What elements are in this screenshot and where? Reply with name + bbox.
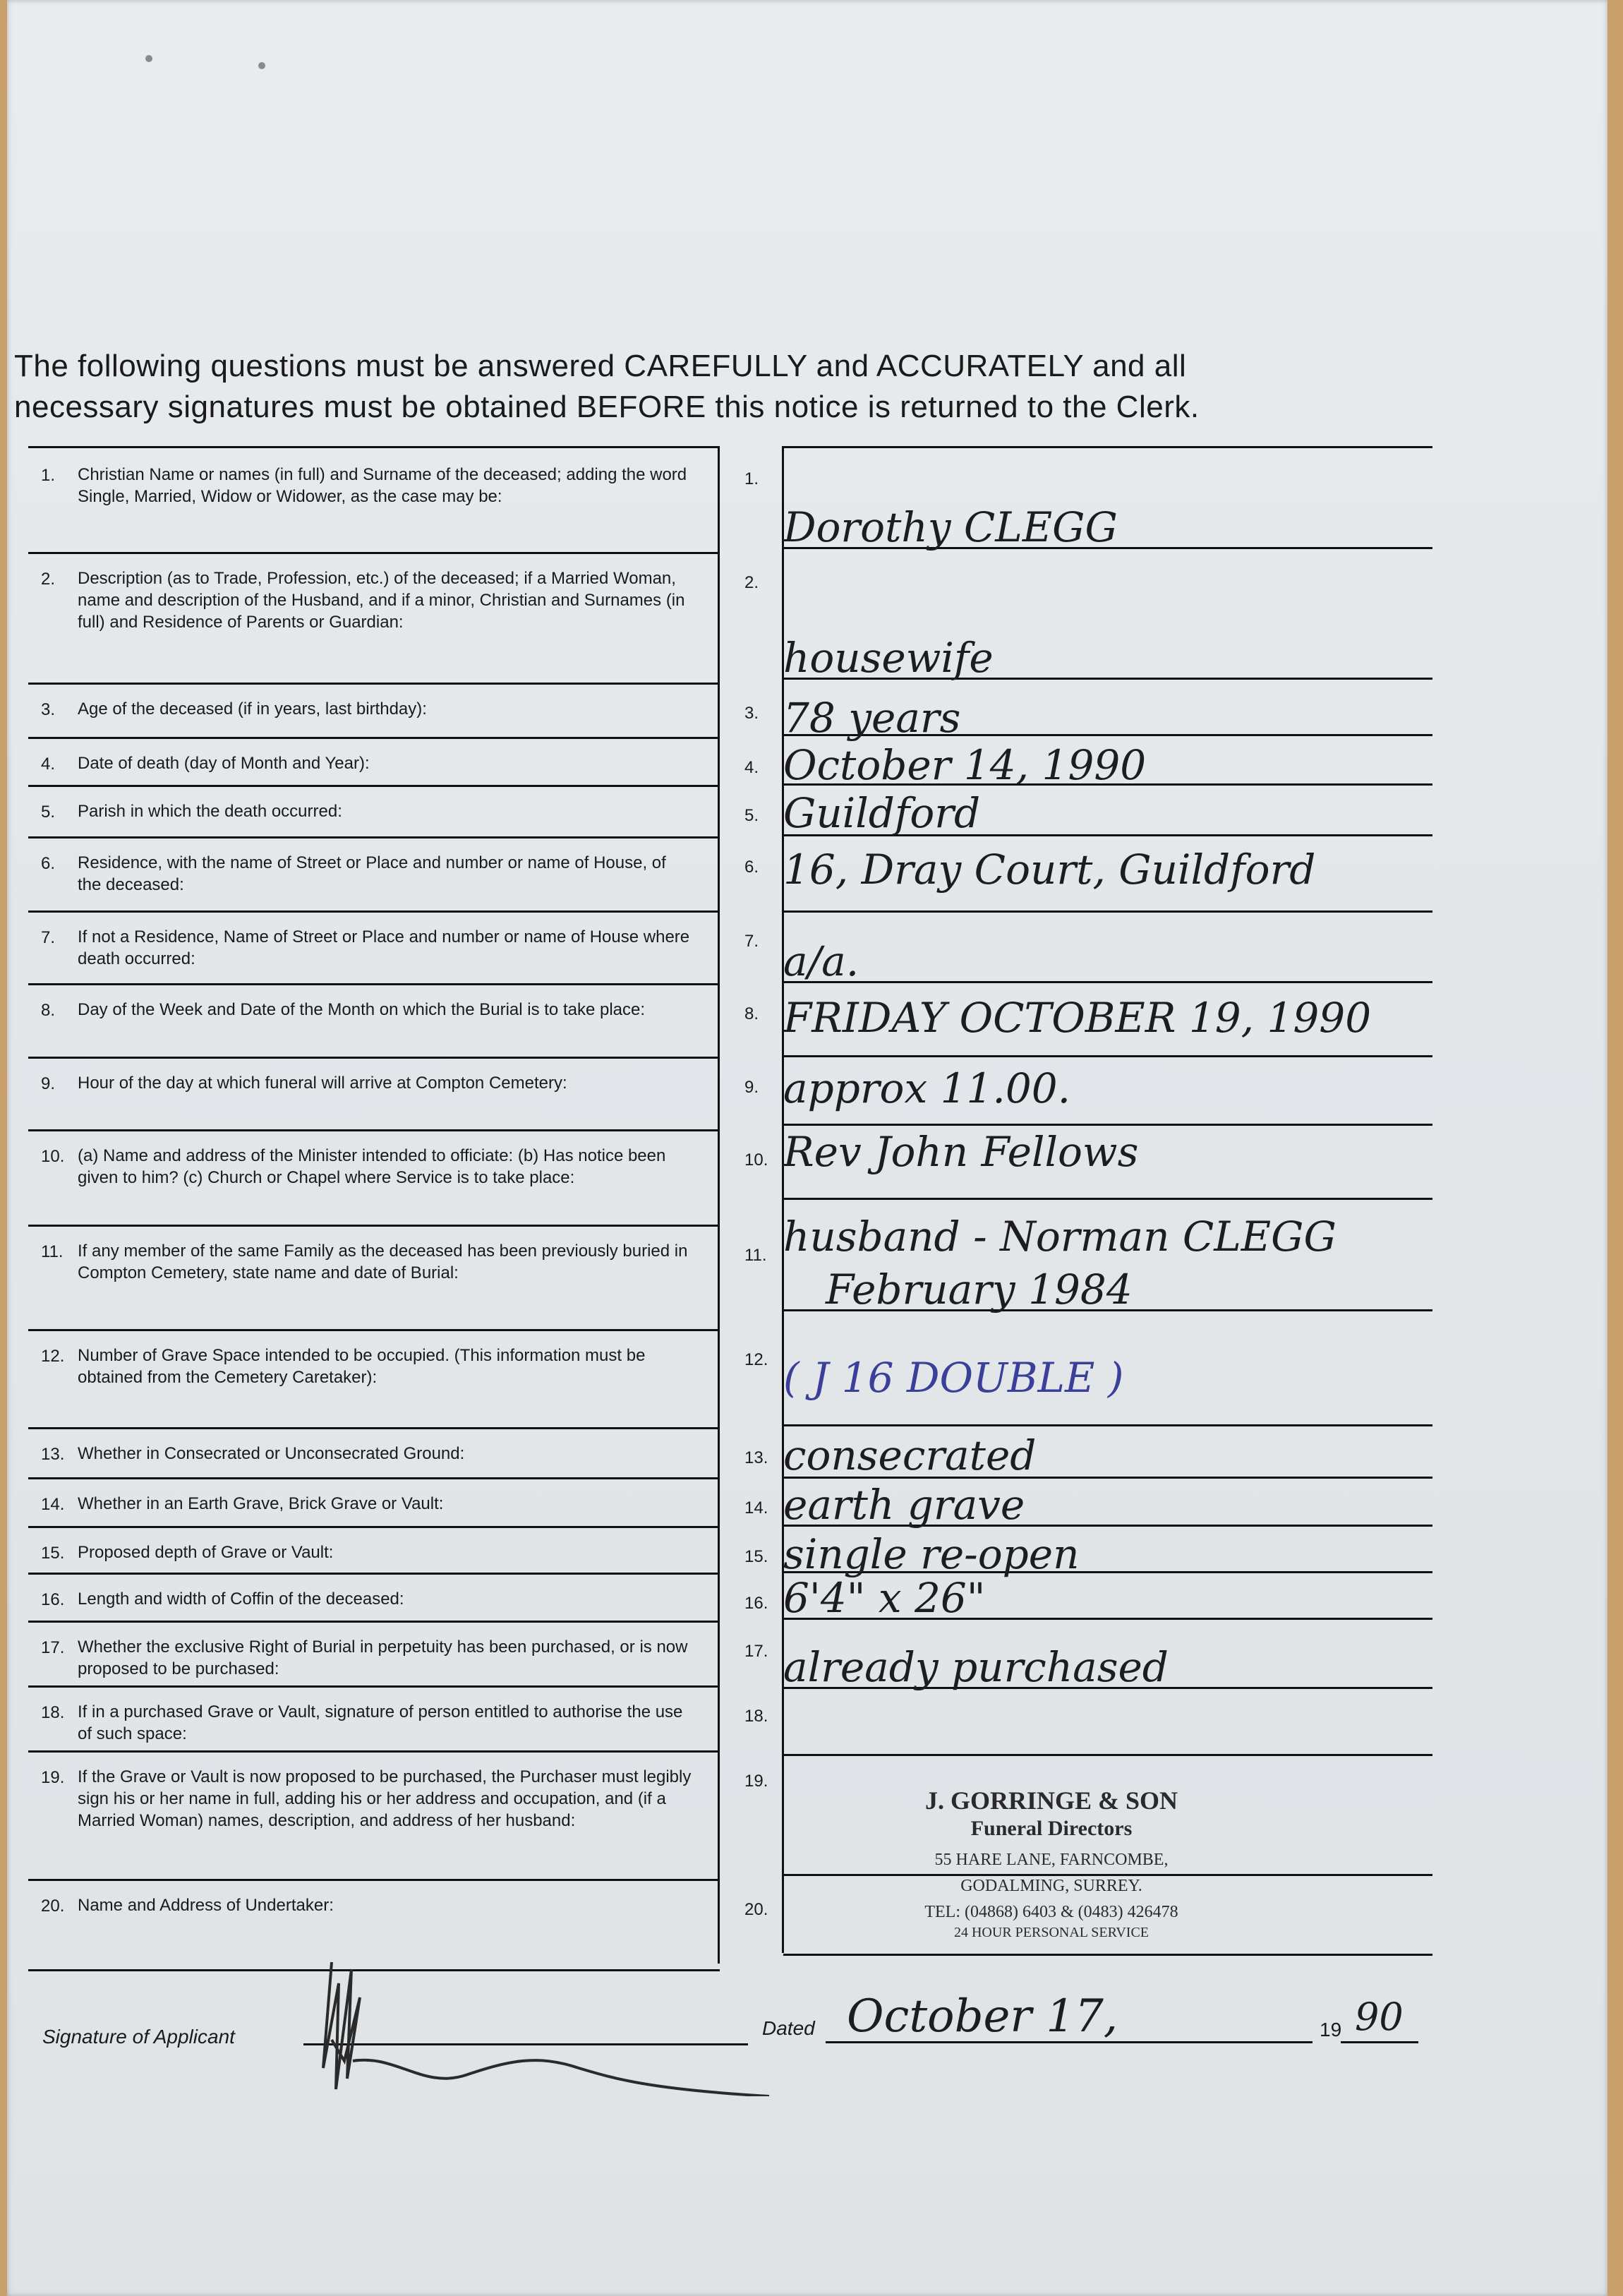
answer-number: 6.: [744, 858, 759, 877]
question-number: 18.: [41, 1703, 65, 1722]
row-divider: [28, 1225, 720, 1227]
answer-number: 15.: [744, 1547, 768, 1566]
row-divider: [28, 1129, 720, 1131]
answer-line[interactable]: [783, 1124, 1432, 1126]
row-divider: [28, 1879, 720, 1881]
question-number: 13.: [41, 1445, 65, 1464]
row-divider: [28, 1477, 720, 1479]
question-number: 20.: [41, 1897, 65, 1916]
answer-number: 16.: [744, 1594, 768, 1613]
question-number: 14.: [41, 1495, 65, 1514]
question-text: If not a Residence, Name of Street or Place and number or name of House where death occurred:: [78, 927, 690, 968]
question-number: 1.: [41, 466, 56, 485]
question-text: If in a purchased Grave or Vault, signature of person entitled to authorise the use of such space:: [78, 1702, 683, 1743]
question-number: 17.: [41, 1638, 65, 1657]
handwritten-answer-continued[interactable]: February 1984: [826, 1266, 1133, 1314]
handwritten-answer[interactable]: a/a.: [783, 937, 859, 985]
question-number: 10.: [41, 1147, 65, 1166]
year-line: [1341, 2041, 1418, 2043]
year-prefix: 19: [1320, 2019, 1342, 2040]
answer-top-border: [783, 446, 1432, 448]
handwritten-answer[interactable]: earth grave: [783, 1481, 1025, 1529]
row-divider: [28, 1750, 720, 1753]
answer-line[interactable]: [783, 1055, 1432, 1057]
handwritten-answer[interactable]: consecrated: [783, 1431, 1037, 1479]
answer-number: 14.: [744, 1498, 768, 1517]
question-number: 8.: [41, 1001, 56, 1020]
row-divider: [28, 983, 720, 985]
question-text: Residence, with the name of Street or Place and number or name of House, of the deceased:: [78, 853, 666, 894]
answer-number: 19.: [744, 1772, 768, 1791]
answer-line[interactable]: [783, 1198, 1432, 1200]
question-number: 7.: [41, 928, 56, 947]
row-divider: [28, 785, 720, 787]
question-number: 9.: [41, 1074, 56, 1093]
question-text: Hour of the day at which funeral will arrive at Compton Cemetery:: [78, 1074, 567, 1093]
question-text: (a) Name and address of the Minister intended to officiate: (b) Has notice been given to him? (c) Church or Chapel where Service is to take place:: [78, 1146, 666, 1187]
handwritten-answer[interactable]: 6'4" x 26": [783, 1574, 986, 1622]
header-line-1: The following questions must be answered CAREFULLY and ACCURATELY and all: [14, 349, 1187, 383]
handwritten-answer[interactable]: Rev John Fellows: [783, 1128, 1139, 1176]
handwritten-answer[interactable]: ( J 16 DOUBLE ): [783, 1354, 1124, 1402]
handwritten-answer[interactable]: 16, Dray Court, Guildford: [783, 846, 1316, 894]
question-text: Number of Grave Space intended to be occupied. (This information must be obtained from the Cemetery Caretaker):: [78, 1346, 646, 1387]
stamp-address-2: GODALMING, SURREY.: [960, 1877, 1142, 1895]
row-divider: [28, 1621, 720, 1623]
question-number: 5.: [41, 803, 56, 822]
row-divider: [28, 910, 720, 913]
answer-line[interactable]: [783, 1954, 1432, 1956]
row-divider: [28, 1573, 720, 1575]
row-divider: [28, 552, 720, 554]
undertaker-stamp: [804, 1786, 1298, 1941]
handwritten-answer[interactable]: Dorothy CLEGG: [783, 503, 1118, 551]
table-right-border: [718, 446, 720, 1964]
answer-number: 1.: [744, 469, 759, 488]
row-divider: [28, 836, 720, 839]
stamp-address-1: 55 HARE LANE, FARNCOMBE,: [934, 1851, 1169, 1869]
question-text: Whether in Consecrated or Unconsecrated Ground:: [78, 1444, 465, 1463]
row-divider: [28, 737, 720, 739]
handwritten-answer[interactable]: husband - Norman CLEGG: [783, 1213, 1337, 1261]
answer-number: 3.: [744, 704, 759, 723]
question-number: 2.: [41, 570, 56, 589]
question-text: Length and width of Coffin of the deceased:: [78, 1589, 404, 1609]
question-number: 11.: [41, 1242, 64, 1261]
answer-number: 18.: [744, 1707, 768, 1726]
question-text: Day of the Week and Date of the Month on which the Burial is to take place:: [78, 1000, 646, 1019]
handwritten-answer[interactable]: housewife: [783, 634, 994, 682]
row-divider: [28, 1685, 720, 1688]
header-line-2: necessary signatures must be obtained BEFORE this notice is returned to the Clerk.: [14, 390, 1200, 424]
stamp-service: 24 HOUR PERSONAL SERVICE: [953, 1925, 1149, 1940]
question-text: Parish in which the death occurred:: [78, 802, 342, 821]
answer-number: 5.: [744, 806, 759, 825]
question-number: 12.: [41, 1347, 65, 1366]
handwritten-answer[interactable]: 78 years: [783, 694, 961, 742]
year-value: 90: [1355, 1995, 1404, 2039]
answer-number: 2.: [744, 573, 759, 592]
question-text: Whether in an Earth Grave, Brick Grave or Vault:: [78, 1494, 444, 1513]
question-text: Description (as to Trade, Profession, etc.) of the deceased; if a Married Woman, name and description of the Husband, and if a minor, Christian and Surnames (in full) and Residence of Parents or Guardian:: [78, 569, 685, 632]
question-number: 19.: [41, 1768, 65, 1787]
answer-number: 8.: [744, 1004, 759, 1023]
question-number: 16.: [41, 1590, 65, 1609]
handwritten-answer[interactable]: October 14, 1990: [783, 741, 1147, 789]
answer-line[interactable]: [783, 1754, 1432, 1756]
dated-value: October 17,: [847, 1990, 1118, 2043]
signature-label: Signature of Applicant: [42, 2026, 235, 2048]
question-text: Name and Address of Undertaker:: [78, 1896, 334, 1915]
handwritten-answer[interactable]: already purchased: [783, 1643, 1169, 1691]
question-text: Christian Name or names (in full) and Surname of the deceased; adding the word Single, Married, Widow or Widower, as the case may be:: [78, 465, 687, 506]
stamp-title: Funeral Directors: [970, 1817, 1133, 1840]
answer-line[interactable]: [783, 910, 1432, 913]
answer-number: 20.: [744, 1900, 768, 1919]
dated-label: Dated: [762, 2017, 815, 2039]
row-divider: [28, 1329, 720, 1331]
answer-number: 7.: [744, 932, 759, 951]
question-text: If any member of the same Family as the deceased has been previously buried in Compton Cemetery, state name and date of Burial:: [78, 1242, 688, 1282]
table-top-border: [28, 446, 720, 448]
question-text: Age of the deceased (if in years, last birthday):: [78, 699, 427, 719]
row-divider: [28, 1057, 720, 1059]
handwritten-answer[interactable]: FRIDAY OCTOBER 19, 1990: [783, 994, 1372, 1042]
question-number: 3.: [41, 700, 56, 719]
handwritten-answer[interactable]: Guildford: [783, 789, 981, 837]
row-divider: [28, 1427, 720, 1429]
answer-number: 13.: [744, 1448, 768, 1467]
applicant-signature: [310, 1955, 790, 2096]
question-text: Date of death (day of Month and Year):: [78, 754, 370, 773]
answer-number: 9.: [744, 1078, 759, 1097]
answer-number: 17.: [744, 1642, 768, 1661]
handwritten-answer[interactable]: approx 11.00.: [783, 1064, 1071, 1112]
answer-number: 10.: [744, 1150, 768, 1170]
handwritten-answer[interactable]: single re-open: [783, 1530, 1080, 1578]
question-text: Whether the exclusive Right of Burial in perpetuity has been purchased, or is now proposed to be purchased:: [78, 1637, 688, 1678]
row-divider: [28, 683, 720, 685]
question-text: Proposed depth of Grave or Vault:: [78, 1543, 334, 1562]
row-divider: [28, 1526, 720, 1528]
answer-number: 11.: [744, 1246, 767, 1265]
question-number: 15.: [41, 1544, 65, 1563]
stamp-name: J. GORRINGE & SON: [924, 1786, 1178, 1815]
question-text: If the Grave or Vault is now proposed to be purchased, the Purchaser must legibly sign his or her name in full, adding his or her address and occupation, and (if a Married Woman) names, description, and address of her husband:: [78, 1767, 692, 1830]
stamp-telephone: TEL: (04868) 6403 & (0483) 426478: [924, 1903, 1178, 1921]
answer-number: 4.: [744, 758, 759, 777]
answer-number: 12.: [744, 1350, 768, 1369]
question-number: 6.: [41, 854, 56, 873]
answer-line[interactable]: [783, 1424, 1432, 1426]
question-number: 4.: [41, 755, 56, 774]
